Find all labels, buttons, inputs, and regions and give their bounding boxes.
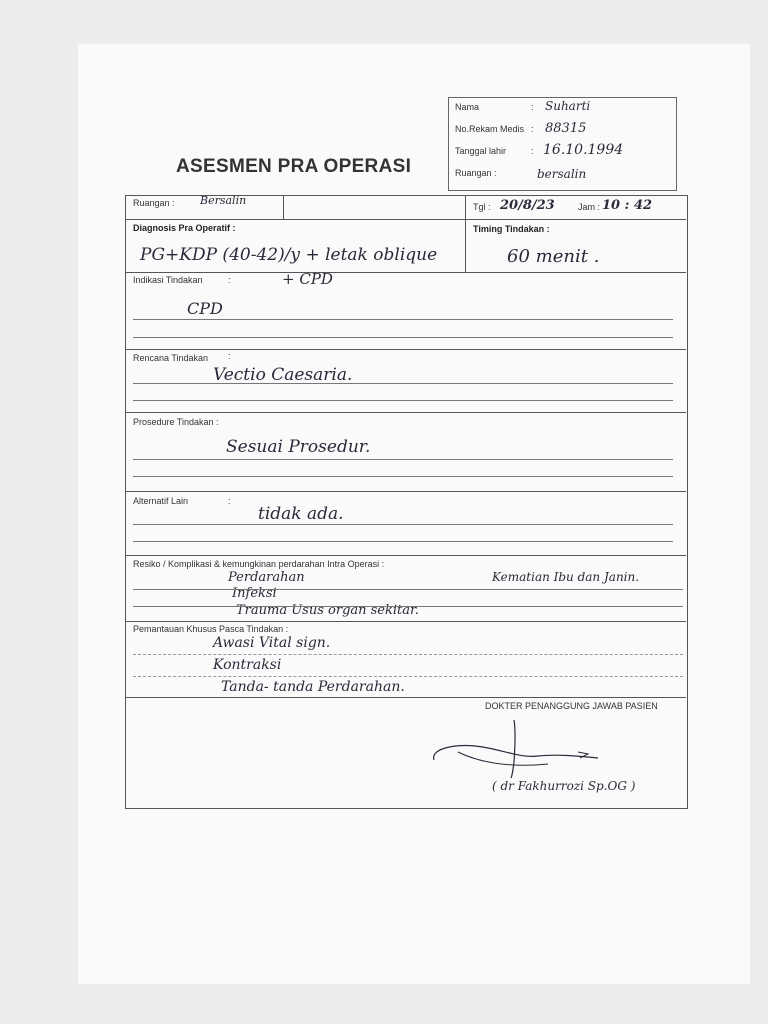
resiko-item: Trauma Usus organ sekitar. — [236, 603, 419, 618]
diagnosis-line2: + CPD — [282, 270, 333, 288]
alternatif-label: Alternatif Lain — [133, 496, 189, 506]
page-title: ASESMEN PRA OPERASI — [176, 156, 412, 177]
resiko-item: Infeksi — [232, 586, 277, 601]
writing-line — [133, 383, 673, 384]
nama-label: Nama — [455, 102, 480, 112]
dob-colon: : — [531, 146, 534, 156]
resiko-item: Perdarahan — [228, 570, 305, 585]
dokter-name: ( dr Fakhurrozi Sp.OG ) — [492, 779, 636, 793]
prosedure-value: Sesuai Prosedur. — [226, 437, 371, 457]
divider — [465, 196, 466, 272]
prosedure-label: Prosedure Tindakan : — [133, 417, 219, 427]
ruangan-id-label: Ruangan : — [455, 168, 497, 178]
indikasi-colon: : — [228, 275, 231, 285]
ruangan-id-value: bersalin — [537, 167, 587, 181]
writing-line — [133, 589, 683, 590]
pemantauan-item: Awasi Vital sign. — [213, 635, 331, 651]
row-divider — [126, 349, 686, 350]
timing-value: 60 menit . — [507, 246, 600, 267]
form-frame — [125, 195, 688, 809]
row-divider — [126, 412, 686, 413]
diagnosis-line1: PG+KDP (40-42)/y + letak oblique — [140, 245, 438, 265]
alternatif-value: tidak ada. — [258, 504, 344, 524]
writing-line — [133, 319, 673, 320]
patient-id-box — [448, 97, 677, 191]
rm-colon: : — [531, 124, 534, 134]
writing-line — [133, 459, 673, 460]
writing-line — [133, 400, 673, 401]
jam-value: 10 : 42 — [602, 198, 653, 213]
writing-line — [133, 676, 683, 677]
row-divider — [126, 272, 686, 273]
writing-line — [133, 541, 673, 542]
diagnosis-label: Diagnosis Pra Operatif : — [133, 223, 236, 233]
rencana-value: Vectio Caesaria. — [213, 365, 353, 385]
writing-line — [133, 524, 673, 525]
rencana-label: Rencana Tindakan — [133, 353, 209, 363]
alternatif-colon: : — [228, 496, 231, 506]
writing-line — [133, 606, 683, 607]
row-divider — [126, 621, 686, 622]
pemantauan-item: Tanda- tanda Perdarahan. — [221, 679, 405, 695]
ruangan-label: Ruangan : — [133, 198, 175, 208]
row-divider — [126, 491, 686, 492]
resiko-right-note: Kematian Ibu dan Janin. — [492, 570, 640, 584]
ruangan-value: Bersalin — [200, 194, 247, 207]
nama-value: Suharti — [545, 99, 591, 113]
resiko-label: Resiko / Komplikasi & kemungkinan perdarahan Intra Operasi : — [133, 559, 385, 569]
rm-value: 88315 — [545, 121, 587, 136]
indikasi-label: Indikasi Tindakan — [133, 275, 203, 285]
nama-colon: : — [531, 102, 534, 112]
dob-value: 16.10.1994 — [543, 142, 624, 158]
rm-label: No.Rekam Medis — [455, 124, 525, 134]
writing-line — [133, 654, 683, 655]
divider — [283, 196, 284, 219]
row-divider — [126, 219, 686, 220]
jam-label: Jam : — [578, 202, 601, 212]
writing-line — [133, 476, 673, 477]
dokter-label: DOKTER PENANGGUNG JAWAB PASIEN — [485, 701, 658, 711]
writing-line — [133, 337, 673, 338]
tgl-label: Tgl : — [473, 202, 491, 212]
tgl-value: 20/8/23 — [500, 198, 555, 213]
row-divider — [126, 697, 686, 698]
timing-label: Timing Tindakan : — [473, 224, 550, 234]
pemantauan-label: Pemantauan Khusus Pasca Tindakan : — [133, 624, 289, 634]
rencana-colon: : — [228, 351, 231, 361]
dob-label: Tanggal lahir — [455, 146, 507, 156]
indikasi-value: CPD — [187, 299, 223, 318]
signature-drawing — [428, 718, 608, 780]
row-divider — [126, 555, 686, 556]
pemantauan-item: Kontraksi — [213, 657, 282, 673]
